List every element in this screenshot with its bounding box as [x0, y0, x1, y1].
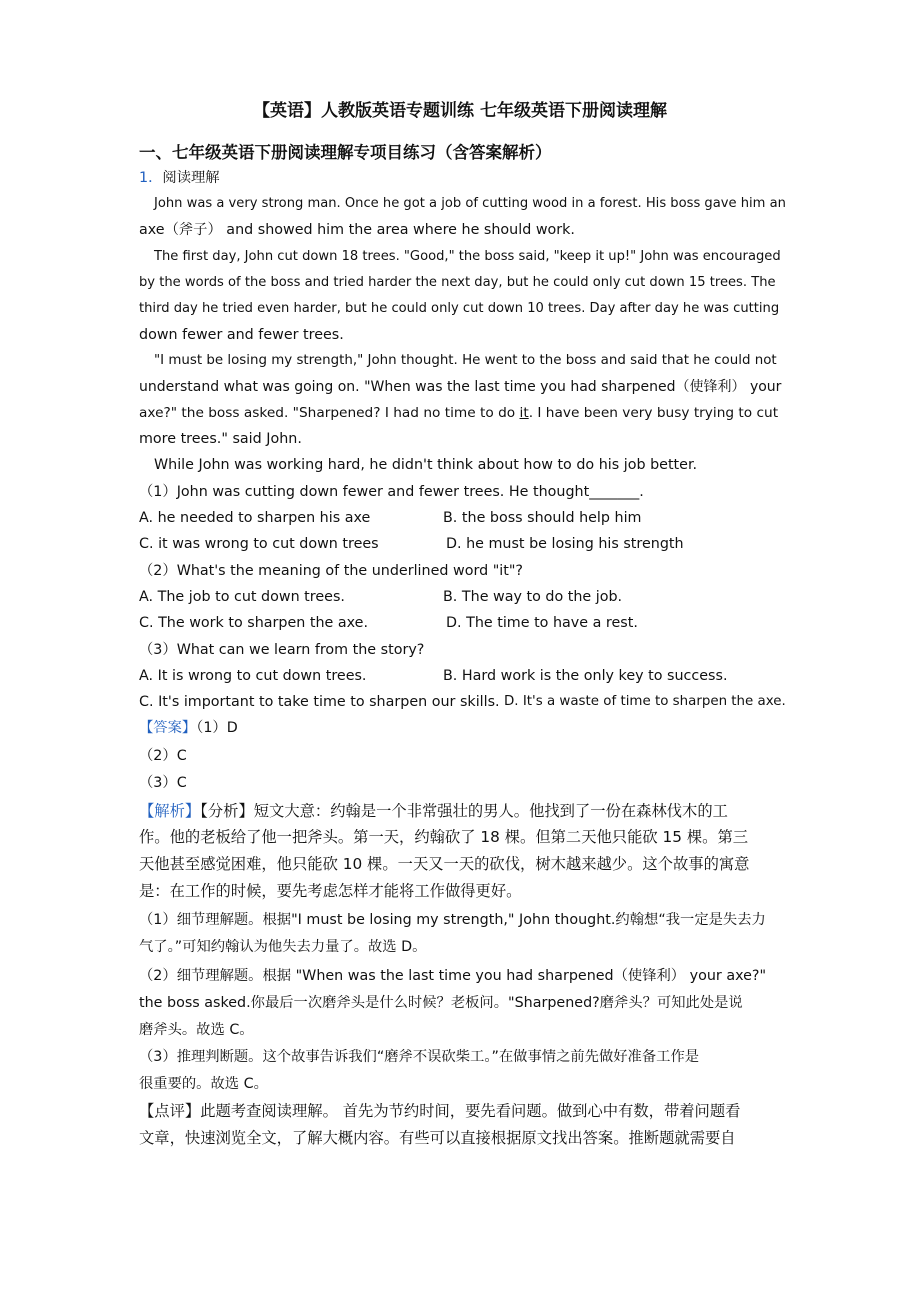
option-b: B. the boss should help him [443, 510, 642, 526]
passage-line: by the words of the boss and tried harder the next day, but he could only cut down 15 trees. The [139, 275, 776, 290]
page-title: 【英语】人教版英语专题训练 七年级英语下册阅读理解 [253, 101, 667, 121]
analysis-line: 天他甚至感觉困难，他只能砍 10 棵。一天又一天的砍伐，树木越来越少。这个故事的寓意 [139, 855, 750, 873]
passage-line: understand what was going on. "When was the last time you had sharpened（使锋利） your [139, 379, 782, 395]
analysis-line: 作。他的老板给了他一把斧头。第一天，约翰砍了 18 棵。但第二天他只能砍 15 棵。第三 [139, 828, 749, 846]
analysis-label: 【解析】 [139, 802, 201, 820]
analysis-line [139, 801, 728, 821]
passage-line: more trees." said John. [139, 431, 302, 447]
passage-line: "I must be losing my strength," John thought. He went to the boss and said that he could not [154, 353, 777, 368]
passage-line: axe（斧子） and showed him the area where he should work. [139, 222, 575, 238]
answer-label: 【答案】 [139, 720, 197, 736]
question-type: 阅读理解 [162, 170, 220, 186]
option-c: C. The work to sharpen the axe. [139, 615, 369, 631]
answer-1: （1）D [196, 720, 238, 736]
option-c: C. It's important to take time to sharpen our skills. [139, 694, 500, 710]
answer-3: （3）C [139, 775, 187, 791]
underlined-word: it [519, 405, 529, 421]
section-heading: 一、七年级英语下册阅读理解专项目练习（含答案解析） [139, 143, 552, 162]
comment-line: 文章，快速浏览全文，了解大概内容。有些可以直接根据原文找出答案。推断题就需要自 [139, 1129, 736, 1147]
analysis-line: 很重要的。故选 C。 [139, 1076, 268, 1092]
passage-text: axe?" the boss asked. "Sharpened? I had no time to do [139, 405, 520, 421]
analysis-line: 气了。”可知约翰认为他失去力量了。故选 D。 [139, 939, 427, 955]
passage-line: John was a very strong man. Once he got a job of cutting wood in a forest. His boss gave him an [154, 196, 786, 211]
analysis-line: （1）细节理解题。根据"I must be losing my strength," John thought.约翰想“我一定是失去力 [139, 912, 766, 928]
passage-text: . I have been very busy trying to cut [528, 405, 779, 421]
analysis-line: 是：在工作的时候，要先考虑怎样才能将工作做得更好。 [139, 882, 522, 900]
option-a: A. It is wrong to cut down trees. [139, 668, 367, 684]
option-a: A. he needed to sharpen his axe [139, 510, 371, 526]
question-stem: （2）What's the meaning of the underlined word "it"? [139, 563, 524, 579]
passage-line: The first day, John cut down 18 trees. "Good," the boss said, "keep it up!" John was encouraged [154, 249, 781, 264]
option-d: D. he must be losing his strength [446, 536, 684, 552]
answer-line [139, 718, 238, 738]
passage-line: third day he tried even harder, but he could only cut down 10 trees. Day after day he was cutting [139, 301, 780, 316]
option-b: B. Hard work is the only key to success. [443, 668, 728, 684]
question-header [139, 168, 220, 188]
option-d: D. It's a waste of time to sharpen the axe. [504, 694, 786, 709]
passage-line: down fewer and fewer trees. [139, 327, 344, 343]
analysis-line: （2）细节理解题。根据 "When was the last time you had sharpened（使锋利） your axe?" [139, 968, 767, 984]
question-stem: （3）What can we learn from the story? [139, 642, 425, 658]
question-number: 1． [139, 170, 163, 186]
analysis-line: 磨斧头。故选 C。 [139, 1022, 254, 1038]
option-b: B. The way to do the job. [443, 589, 623, 605]
analysis-text: 【分析】短文大意：约翰是一个非常强壮的男人。他找到了一份在森林伐木的工 [200, 802, 728, 820]
question-stem: （1）John was cutting down fewer and fewer trees. He thought_______. [139, 484, 644, 500]
option-d: D. The time to have a rest. [446, 615, 638, 631]
option-a: A. The job to cut down trees. [139, 589, 345, 605]
comment-line: 【点评】此题考查阅读理解。 首先为节约时间，要先看问题。做到心中有数，带着问题看 [139, 1102, 741, 1120]
analysis-line: （3）推理判断题。这个故事告诉我们“磨斧不误砍柴工。”在做事情之前先做好准备工作是 [139, 1049, 700, 1065]
answer-2: （2）C [139, 748, 187, 764]
option-c: C. it was wrong to cut down trees [139, 536, 379, 552]
analysis-line: the boss asked.你最后一次磨斧头是什么时候？老板问。"Sharpened?磨斧头？可知此处是说 [139, 995, 743, 1011]
passage-line: While John was working hard, he didn't think about how to do his job better. [154, 457, 698, 473]
passage-line [139, 403, 778, 423]
